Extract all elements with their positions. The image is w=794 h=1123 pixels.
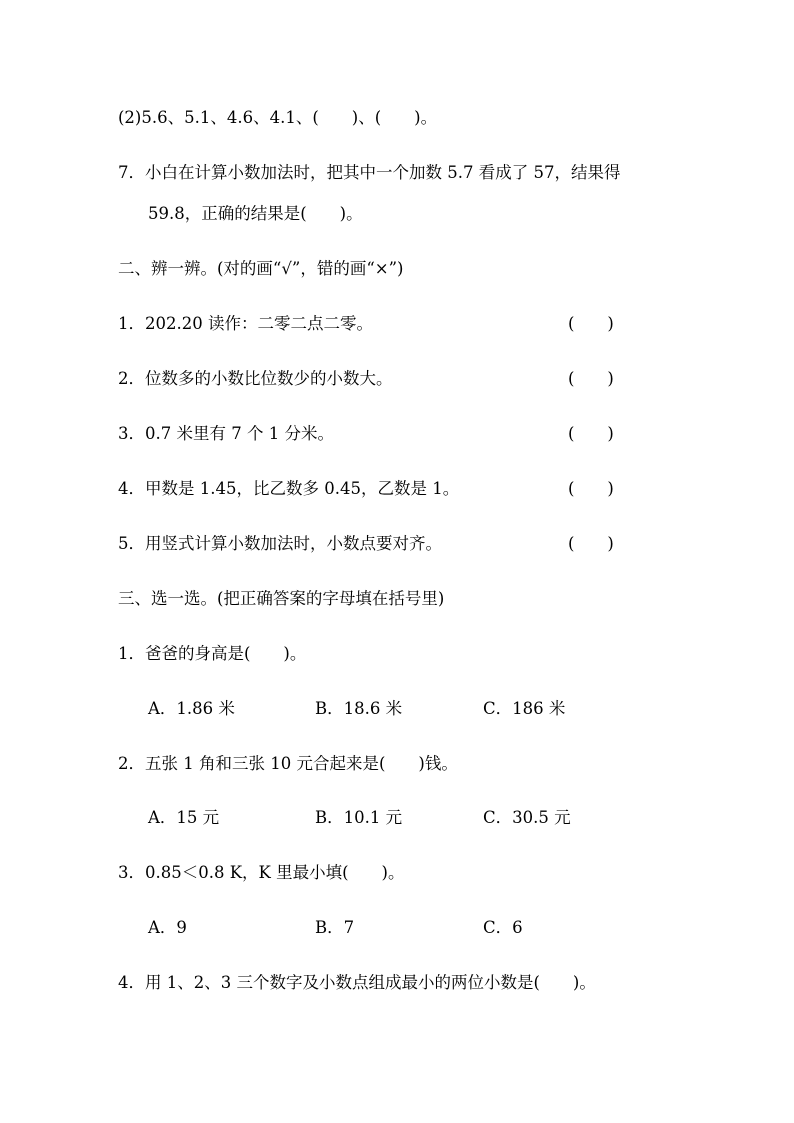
choice-question-2: 2．五张 1 角和三张 10 元合起来是( )钱。 (118, 754, 458, 773)
choice-1-option-b: B．18.6 米 (315, 699, 403, 718)
choice-question-1: 1．爸爸的身高是( )。 (118, 644, 307, 663)
choice-2-option-a: A．15 元 (148, 808, 220, 827)
choice-3-option-a: A．9 (148, 918, 187, 937)
judge-answer-blank-5: ( ) (568, 534, 614, 553)
choice-1-option-a: A．1.86 米 (148, 699, 235, 718)
section-3-heading: 三、选一选。(把正确答案的字母填在括号里) (118, 589, 445, 608)
choice-2-option-c: C．30.5 元 (483, 808, 571, 827)
judge-answer-blank-4: ( ) (568, 479, 614, 498)
judge-item-4: 4．甲数是 1.45，比乙数多 0.45，乙数是 1。 (118, 479, 460, 498)
choice-3-option-b: B．7 (315, 918, 355, 937)
sequence-question-2: (2)5.6、5.1、4.6、4.1、( )、( )。 (118, 108, 438, 127)
choice-question-4: 4．用 1、2、3 三个数字及小数点组成最小的两位小数是( )。 (118, 973, 596, 992)
section-2-heading: 二、辨一辨。(对的画“√”，错的画“×”) (118, 259, 404, 278)
choice-2-option-b: B．10.1 元 (315, 808, 403, 827)
judge-item-2: 2．位数多的小数比位数少的小数大。 (118, 369, 393, 388)
judge-item-5: 5．用竖式计算小数加法时，小数点要对齐。 (118, 534, 442, 553)
judge-answer-blank-3: ( ) (568, 424, 614, 443)
judge-item-1: 1．202.20 读作：二零二点二零。 (118, 314, 373, 333)
choice-3-option-c: C．6 (483, 918, 523, 937)
judge-answer-blank-1: ( ) (568, 314, 614, 333)
choice-1-option-c: C．186 米 (483, 699, 566, 718)
judge-answer-blank-2: ( ) (568, 369, 614, 388)
question-7-line-1: 7．小白在计算小数加法时，把其中一个加数 5.7 看成了 57，结果得 (118, 163, 621, 182)
judge-item-3: 3．0.7 米里有 7 个 1 分米。 (118, 424, 334, 443)
choice-question-3: 3．0.85＜0.8 K，K 里最小填( )。 (118, 863, 405, 882)
question-7-line-2: 59.8，正确的结果是( )。 (148, 204, 363, 223)
